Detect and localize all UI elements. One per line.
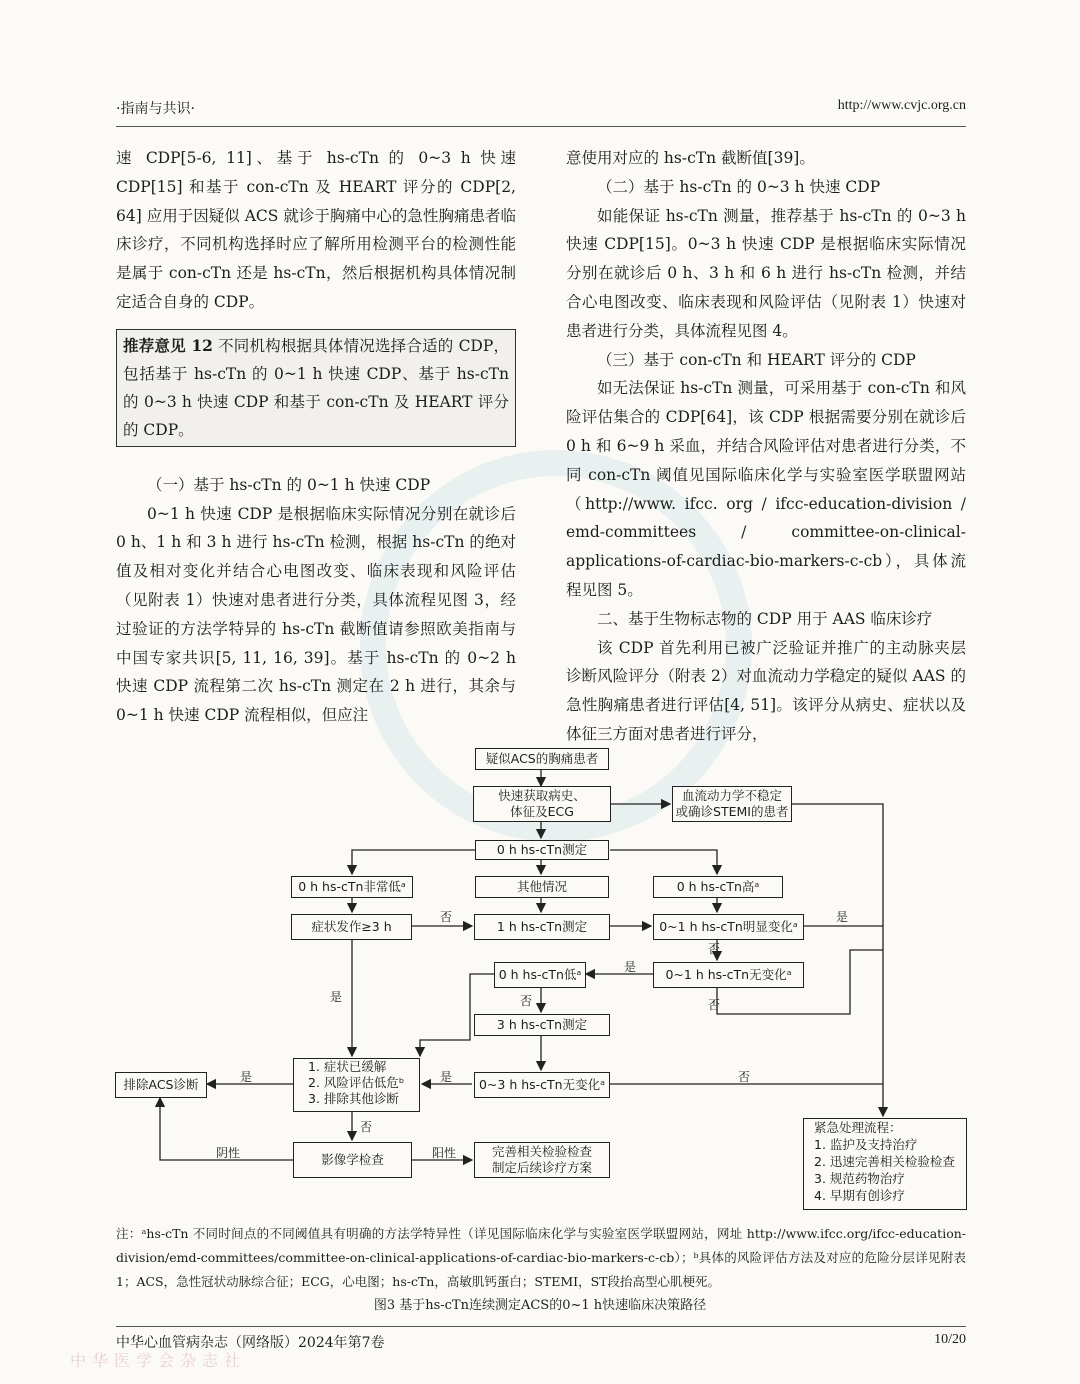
fc-3h-test: 3 h hs-cTn测定 — [474, 1014, 610, 1036]
fc-01h-change: 0~1 h hs-cTn明显变化ᵃ — [653, 914, 804, 940]
section-heading-2: （二）基于 hs-cTn 的 0~3 h 快速 CDP — [597, 177, 881, 196]
figure-note: 注：ᵃhs-cTn 不同时间点的不同阈值具有明确的方法学特异性（详见国际临床化学与实验室医学联盟网站，网址 http://www.ifcc.org/ifcc-education-division/emd-committees/committee-on-clinical-applications-of-cardiac-bio-markers-c-cb）；ᵇ具体的风险评估方法及对应的危险分层详见附表1；ACS，急性冠状动脉综合征；ECG，心电图；hs-cTn，高敏肌钙蛋白；STEMI，ST段抬高型心肌梗死。 — [116, 1226, 966, 1289]
fc-checks-line1: 1. 症状已缓解 — [308, 1059, 387, 1074]
fc-emergency-4: 4. 早期有创诊疗 — [814, 1188, 905, 1203]
section-heading-3: （三）基于 con-cTn 和 HEART 评分的 CDP — [597, 350, 916, 369]
fc-history-line2: 体征及ECG — [510, 804, 574, 819]
section-heading-1: （一）基于 hs-cTn 的 0~1 h 快速 CDP — [147, 475, 431, 494]
right-paragraph-3: 该 CDP 首先利用已被广泛验证并推广的主动脉夹层诊断风险评分（附表 2）对血流动力学稳定的疑似 AAS 的急性胸痛患者进行评估[4, 51]。该评分从病史、症状以及体征三方面对患者进行评分， — [566, 638, 966, 743]
label-negative: 阴性 — [216, 1146, 241, 1160]
footer-page-number: 10/20 — [934, 1332, 966, 1347]
label-no-low: 否 — [520, 994, 533, 1008]
footer-journal: 中华心血管病杂志（网络版）2024年第7卷 — [116, 1335, 385, 1351]
fc-0h-high: 0 h hs-cTn高ᵃ — [653, 876, 783, 898]
fc-emergency-1: 1. 监护及支持治疗 — [814, 1137, 918, 1152]
fc-unstable — [672, 786, 792, 822]
right-paragraph-1: 如能保证 hs-cTn 测量，推荐基于 hs-cTn 的 0~3 h 快速 CDP[15]。0~3 h 快速 CDP 是根据临床实际情况分别在就诊后 0 h、3 h 和 6 h 进行 hs-cTn 检测，并结合心电图改变、临床表现和风险评估（见附表 1）快速对患者进行分类，具体流程见图 4。 — [566, 206, 966, 340]
figure-caption: 图3 基于hs-cTn连续测定ACS的0~1 h快速临床决策路径 — [373, 1298, 707, 1313]
label-no-checks: 否 — [360, 1120, 373, 1134]
recommendation-title: 推荐意见 12 — [123, 335, 213, 355]
fc-0h-very-low: 0 h hs-cTn非常低ᵃ — [291, 876, 413, 898]
fc-checks-line2: 2. 风险评估低危ᵇ — [308, 1075, 405, 1090]
fc-onset-3h: 症状发作≥3 h — [291, 914, 412, 940]
fc-0h-low: 0 h hs-cTn低ᵃ — [494, 962, 586, 988]
publisher-logo: 中华医学会杂志社 — [70, 1351, 247, 1370]
label-yes-checks: 是 — [240, 1070, 253, 1084]
label-yes-03: 是 — [440, 1070, 453, 1084]
fc-history-line1: 快速获取病史、 — [498, 788, 586, 803]
footer-rule — [116, 1326, 966, 1327]
right-paragraph-0: 意使用对应的 hs-cTn 截断值[39]。 — [566, 149, 815, 167]
fc-emergency — [803, 1118, 967, 1210]
fc-complete — [474, 1142, 610, 1178]
section-label: ·指南与共识· — [116, 101, 195, 117]
fc-emergency-title: 紧急处理流程： — [814, 1120, 902, 1135]
label-no-onset: 否 — [440, 910, 453, 924]
fc-history — [473, 786, 611, 822]
label-no-03: 否 — [738, 1070, 751, 1084]
label-positive: 阳性 — [432, 1146, 457, 1160]
fc-emergency-2: 2. 迅速完善相关检验检查 — [814, 1154, 955, 1169]
left-paragraph-1: 速 CDP[5-6, 11]、基于 hs-cTn 的 0~3 h 快速 CDP[15] 和基于 con-cTn 及 HEART 评分的 CDP[2, 64] 应用于因疑似 ACS 就诊于胸痛中心的急性胸痛患者临床诊疗，不同机构选择时应了解所用检测平台的检测性能是属于 con-cTn 还是 hs-cTn，然后根据机构具体情况制定适合自身的 CDP。 — [116, 149, 516, 311]
fc-start: 疑似ACS的胸痛患者 — [475, 748, 609, 770]
fc-unstable-line1: 血流动力学不稳定 — [681, 788, 782, 803]
fc-1h-test: 1 h hs-cTn测定 — [474, 914, 610, 940]
fc-01h-no-change: 0~1 h hs-cTn无变化ᵃ — [653, 962, 804, 988]
fc-other: 其他情况 — [475, 876, 609, 898]
fc-complete-line1: 完善相关检验检查 — [491, 1144, 592, 1159]
fc-03h-no-change: 0~3 h hs-cTn无变化ᵃ — [474, 1072, 610, 1098]
fc-checks-line3: 3. 排除其他诊断 — [308, 1091, 399, 1106]
label-yes-change: 是 — [836, 910, 849, 924]
fc-exclude-acs: 排除ACS诊断 — [115, 1072, 207, 1098]
fc-unstable-line2: 或确诊STEMI的患者 — [675, 804, 789, 819]
label-yes-nochange: 是 — [624, 960, 637, 974]
left-paragraph-2: 0~1 h 快速 CDP 是根据临床实际情况分别在就诊后 0 h、1 h 和 3 h 进行 hs-cTn 检测，根据 hs-cTn 的绝对值及相对变化并结合心电图改变、临床表现和风险评估（见附表 1）快速对患者进行分类，具体流程见图 3，经过验证的方法学特异的 hs-cTn 截断值请参照欧美指南与中国专家共识[5, 11, 16, 39]。基于 hs-cTn 的 0~2 h 快速 CDP 流程第二次 hs-cTn 测定在 2 h 进行，其余与 0~1 h 快速 CDP 流程相似，但应注 — [116, 504, 516, 725]
fc-checks — [293, 1058, 420, 1112]
label-no-nochange: 否 — [708, 998, 721, 1012]
journal-url[interactable]: http://www.cvjc.org.cn — [837, 98, 966, 113]
section-heading-4: 二、基于生物标志物的 CDP 用于 AAS 临床诊疗 — [597, 609, 933, 628]
right-paragraph-2: 如无法保证 hs-cTn 测量，可采用基于 con-cTn 和风险评估集合的 CDP[64]，该 CDP 根据需要分别在就诊后 0 h 和 6~9 h 采血，并结合风险评估对患者进行分类，不同 con-cTn 阈值见国际临床化学与实验室医学联盟网站（http://www. ifcc. org / ifcc-education-division / emd-committees / committee-on-clinical-applications-of-cardiac-bio-markers-c-cb），具体流程见图 5。 — [566, 379, 966, 599]
recommendation-text: 不同机构根据具体情况选择合适的 CDP，包括基于 hs-cTn 的 0~1 h 快速 CDP、基于 hs-cTn 的 0~3 h 快速 CDP 和基于 con-cTn 及 HEART 评分的 CDP。 — [123, 336, 509, 439]
fc-0h-test: 0 h hs-cTn测定 — [475, 840, 609, 860]
fc-complete-line2: 制定后续诊疗方案 — [491, 1160, 592, 1175]
fc-emergency-3: 3. 规范药物治疗 — [814, 1171, 905, 1186]
label-yes-onset: 是 — [330, 990, 343, 1004]
label-no-change: 否 — [708, 942, 721, 956]
fc-imaging: 影像学检查 — [293, 1142, 412, 1178]
